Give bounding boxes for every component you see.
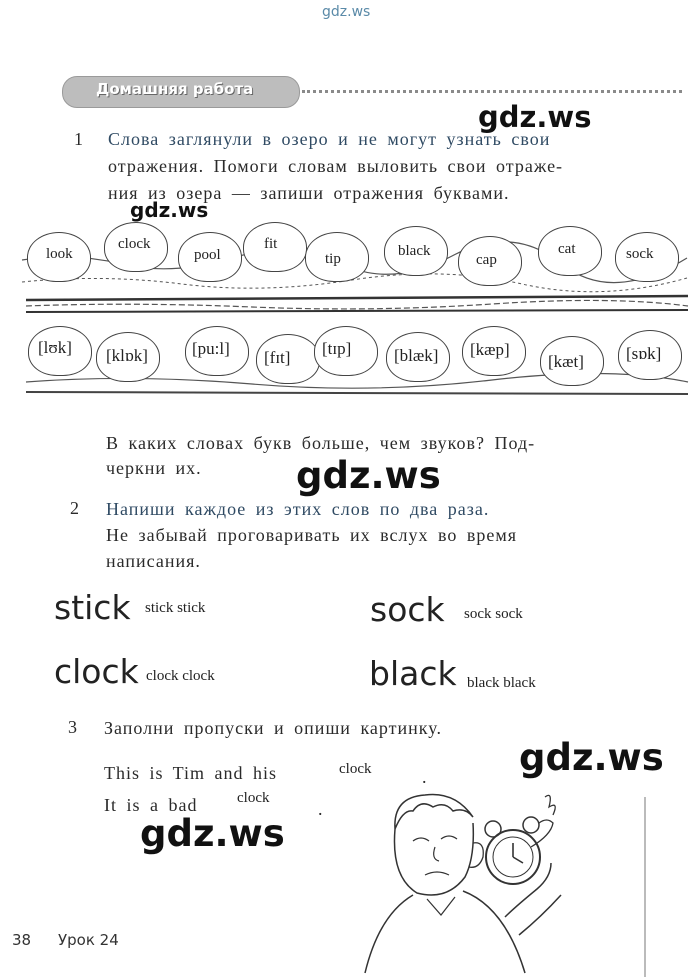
dotted-rule [302, 90, 682, 93]
exercise-3-sentence-1: This is Tim and his [104, 763, 278, 783]
section-header-title: Домашняя работа [96, 80, 254, 98]
watermark: gdz.ws [296, 454, 441, 497]
practice-word: stick [54, 588, 131, 627]
exercise-2-text-line-2: Не забывай проговаривать их вслух во время [106, 525, 518, 545]
reflection-transcription: [kæp] [470, 340, 510, 359]
exercise-2-number: 2 [70, 498, 80, 518]
exercise-1-question-line-2: черкни их. [106, 458, 202, 478]
exercise-3-answer-1: clock [339, 761, 372, 777]
reflection-transcription: [fɪt] [264, 348, 291, 367]
practice-word: sock [370, 590, 445, 629]
exercise-1-text-line-1: Слова заглянули в озеро и не могут узнать свои [108, 129, 551, 149]
lake-word: tip [325, 251, 341, 267]
lake-word: sock [626, 246, 654, 262]
reflection-transcription: [blæk] [394, 346, 439, 365]
reflection-transcription: [sɒk] [626, 344, 662, 363]
practice-answer: stick stick [145, 600, 206, 616]
exercise-3-instruction: Заполни пропуски и опиши картинку. [104, 718, 442, 738]
exercise-3-period-2: . [318, 799, 324, 819]
watermark: gdz.ws [140, 812, 285, 855]
lake-word: pool [194, 247, 221, 263]
reflection-transcription: [kæt] [548, 352, 584, 371]
lake-word: cap [476, 252, 497, 268]
practice-word: black [369, 654, 457, 693]
exercise-3-period-1: . [422, 767, 428, 787]
exercise-3-sentence-2: It is a bad [104, 795, 198, 815]
lesson-label: Урок 24 [58, 931, 119, 949]
lake-word: look [46, 246, 73, 262]
exercise-3-answer-2: clock [237, 790, 270, 806]
exercise-1-number: 1 [74, 129, 84, 149]
exercise-1-text-line-2: отражения. Помоги словам выловить свои отраже- [108, 156, 564, 176]
page-number: 38 [12, 931, 32, 949]
lake-word: fit [264, 236, 278, 252]
exercise-1-text-line-3: ния из озера — запиши отражения буквами. [108, 183, 510, 203]
lake-word: black [398, 243, 431, 259]
watermark: gdz.ws [478, 100, 592, 134]
practice-answer: clock clock [146, 668, 215, 684]
watermark: gdz.ws [519, 736, 664, 779]
exercise-1-question-line-1: В каких словах букв больше, чем звуков? Под- [106, 433, 536, 453]
lake-word: cat [558, 241, 576, 257]
boy-with-alarm-clock-illustration [355, 777, 655, 977]
reflection-transcription: [lʊk] [38, 338, 72, 357]
practice-answer: sock sock [464, 606, 523, 622]
reflection-transcription: [tɪp] [322, 339, 352, 358]
exercise-3-number: 3 [68, 717, 78, 737]
lake-word: clock [118, 236, 151, 252]
watermark-top: gdz.ws [322, 4, 371, 20]
reflection-transcription: [klɒk] [106, 346, 148, 365]
practice-word: clock [54, 652, 139, 691]
practice-answer: black black [467, 675, 536, 691]
exercise-2-text-line-3: написания. [106, 551, 201, 571]
reflection-transcription: [pu:l] [192, 339, 230, 358]
watermark: gdz.ws [130, 198, 209, 222]
exercise-2-text-line-1: Напиши каждое из этих слов по два раза. [106, 499, 490, 519]
